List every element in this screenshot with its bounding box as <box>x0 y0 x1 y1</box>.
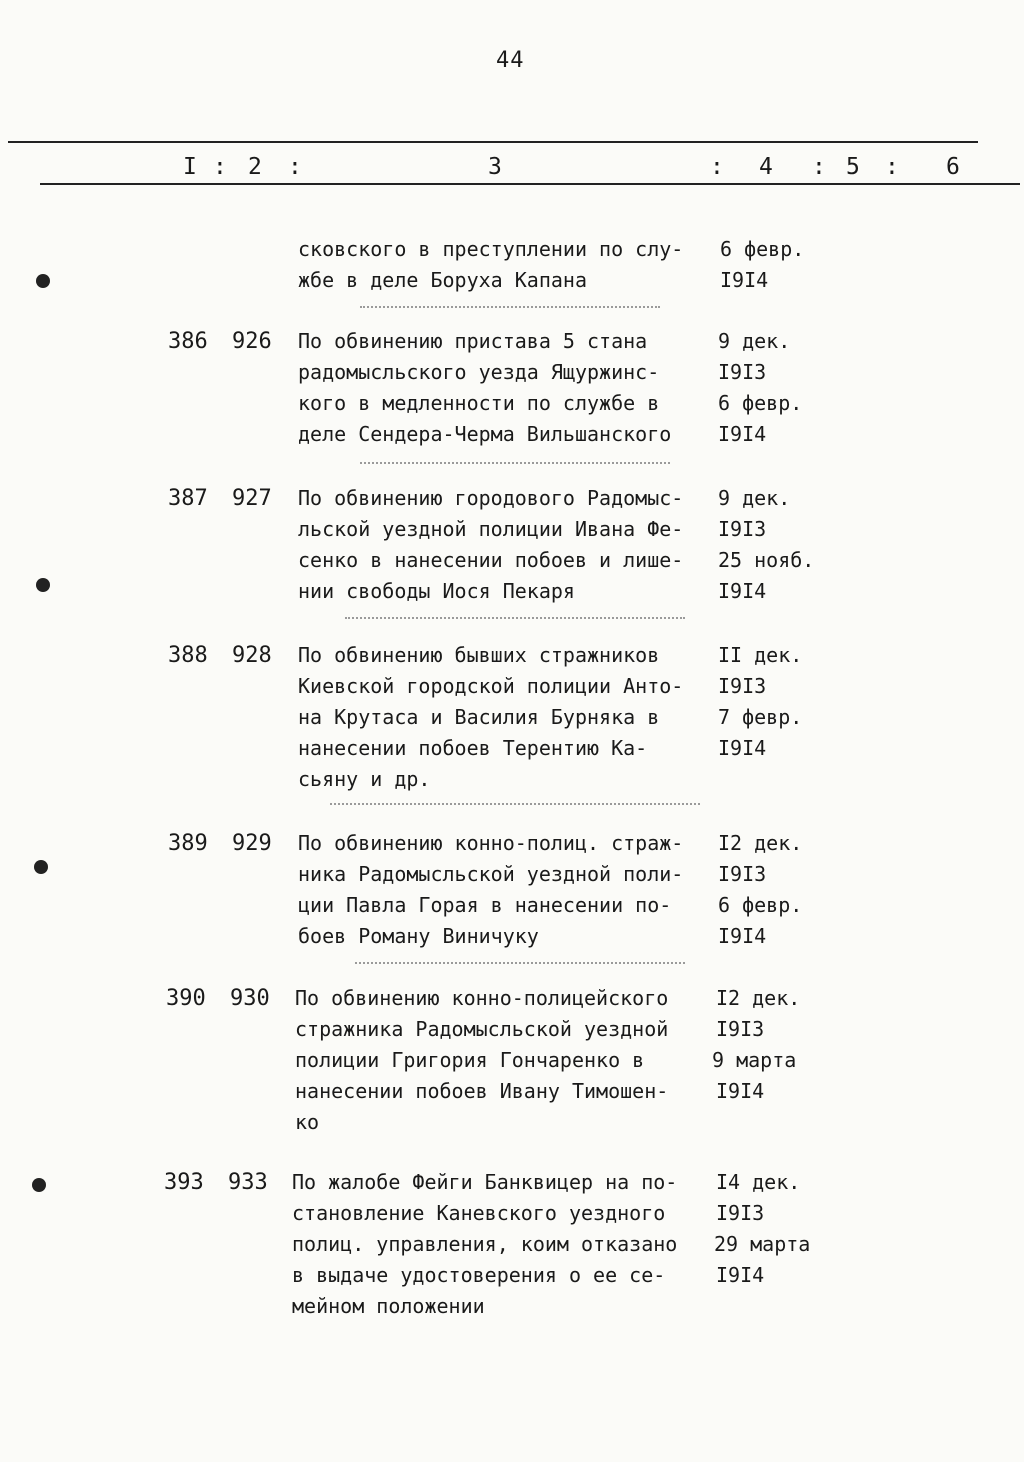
inventory-number: 393 <box>164 1170 204 1195</box>
date-line: I9I3 <box>718 360 767 384</box>
date-line: 9 дек. <box>718 329 791 353</box>
date-line: I9I4 <box>718 736 767 760</box>
desc-line: ко <box>295 1110 320 1134</box>
inventory-number: 389 <box>168 831 208 856</box>
case-number: 928 <box>232 643 272 668</box>
column-header-6: 6 <box>946 154 960 180</box>
column-header-5: 5 <box>846 154 860 180</box>
row-separator <box>360 306 660 308</box>
column-separator: : <box>213 154 227 180</box>
case-number: 927 <box>232 486 272 511</box>
desc-line: кого в медленности по службе в <box>298 391 660 415</box>
desc-line: По обвинению пристава 5 стана <box>298 329 648 353</box>
date-line: I4 дек. <box>716 1170 801 1194</box>
desc-line: радомысльского уезда Ящуржинс- <box>298 360 660 384</box>
desc-line: По обвинению бывших стражников <box>298 643 660 667</box>
desc-line: жбе в деле Боруха Капана <box>298 268 587 292</box>
desc-line: деле Сендера-Черма Вильшанского <box>298 422 672 446</box>
page-number: 44 <box>496 48 525 73</box>
date-line: 9 марта <box>712 1048 797 1072</box>
desc-line: в выдаче удостоверения о ее се- <box>292 1263 666 1287</box>
column-header-3: 3 <box>488 154 502 180</box>
desc-line: сковского в преступлении по слу- <box>298 237 684 261</box>
date-line: 6 февр. <box>718 893 803 917</box>
desc-line: По обвинению конно-полиц. страж- <box>298 831 684 855</box>
desc-line: По обвинению городового Радомыс- <box>298 486 684 510</box>
desc-line: нанесении побоев Ивану Тимошен- <box>295 1079 669 1103</box>
desc-line: нанесении побоев Терентию Ка- <box>298 736 648 760</box>
case-number: 929 <box>232 831 272 856</box>
date-line: I9I4 <box>716 1263 765 1287</box>
desc-line: мейном положении <box>292 1294 485 1318</box>
date-line: I9I4 <box>720 268 769 292</box>
column-separator: : <box>812 154 826 180</box>
header-rule-bottom <box>40 183 1020 185</box>
inventory-number: 388 <box>168 643 208 668</box>
date-line: I9I3 <box>716 1017 765 1041</box>
desc-line: ника Радомысльской уездной поли- <box>298 862 684 886</box>
desc-line: По обвинению конно-полицейского <box>295 986 669 1010</box>
date-line: 7 февр. <box>718 705 803 729</box>
desc-line: нии свободы Иося Пекаря <box>298 579 575 603</box>
date-line: I2 дек. <box>718 831 803 855</box>
desc-line: полиц. управления, коим отказано <box>292 1232 678 1256</box>
punch-hole-mark <box>32 1178 46 1192</box>
desc-line: боев Роману Виничуку <box>298 924 539 948</box>
header-rule-top <box>8 141 978 143</box>
date-line: I9I4 <box>718 924 767 948</box>
date-line: 6 февр. <box>718 391 803 415</box>
punch-hole-mark <box>34 860 48 874</box>
date-line: I9I3 <box>716 1201 765 1225</box>
desc-line: льской уездной полиции Ивана Фе- <box>298 517 684 541</box>
row-separator <box>355 962 685 964</box>
date-line: I9I3 <box>718 517 767 541</box>
row-separator <box>360 462 670 464</box>
column-separator: : <box>710 154 724 180</box>
desc-line: ции Павла Горая в нанесении по- <box>298 893 672 917</box>
inventory-number: 390 <box>166 986 206 1011</box>
date-line: I9I3 <box>718 862 767 886</box>
date-line: I9I4 <box>718 422 767 446</box>
punch-hole-mark <box>36 578 50 592</box>
desc-line: Киевской городской полиции Анто- <box>298 674 684 698</box>
desc-line: становление Каневского уездного <box>292 1201 666 1225</box>
column-separator: : <box>885 154 899 180</box>
column-header-1: I <box>183 154 197 180</box>
case-number: 930 <box>230 986 270 1011</box>
date-line: I2 дек. <box>716 986 801 1010</box>
punch-hole-mark <box>36 274 50 288</box>
inventory-number: 387 <box>168 486 208 511</box>
inventory-number: 386 <box>168 329 208 354</box>
date-line: 29 марта <box>714 1232 811 1256</box>
date-line: 9 дек. <box>718 486 791 510</box>
date-line: I9I4 <box>716 1079 765 1103</box>
desc-line: сьяну и др. <box>298 767 431 791</box>
date-line: 6 февр. <box>720 237 805 261</box>
date-line: II дек. <box>718 643 803 667</box>
column-header-2: 2 <box>248 154 262 180</box>
date-line: I9I4 <box>718 579 767 603</box>
desc-line: По жалобе Фейги Банквицер на по- <box>292 1170 678 1194</box>
desc-line: сенко в нанесении побоев и лише- <box>298 548 684 572</box>
desc-line: стражника Радомысльской уездной <box>295 1017 669 1041</box>
date-line: 25 нояб. <box>718 548 815 572</box>
case-number: 926 <box>232 329 272 354</box>
date-line: I9I3 <box>718 674 767 698</box>
column-header-4: 4 <box>759 154 773 180</box>
row-separator <box>345 617 685 619</box>
column-separator: : <box>288 154 302 180</box>
desc-line: полиции Григория Гончаренко в <box>295 1048 645 1072</box>
row-separator <box>330 803 700 805</box>
desc-line: на Крутаса и Василия Бурняка в <box>298 705 660 729</box>
case-number: 933 <box>228 1170 268 1195</box>
